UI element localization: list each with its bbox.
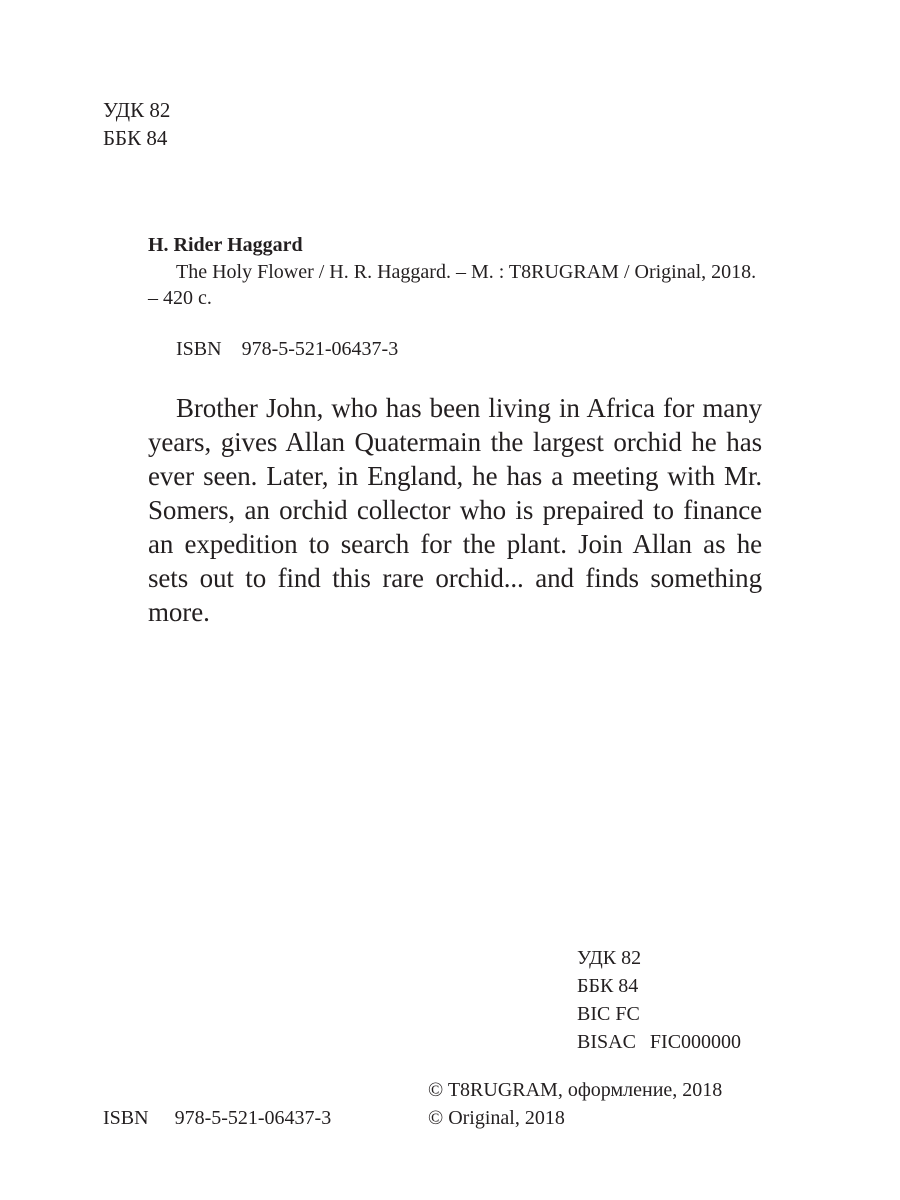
bisac-code: FIC000000	[649, 1031, 742, 1053]
bisac-line	[577, 1028, 741, 1056]
top-classification	[103, 96, 170, 152]
bottom-classification	[577, 944, 741, 1056]
book-annotation: Brother John, who has been living in Africa for many years, gives Allan Quatermain the largest orchid he has ever seen. Later, in England, he has a meeting with Mr. Somers, an orchid collector who is prepaired to finance an expedition to search for the plant. Join Allan as he sets out to find this rare orchid... and finds something more.	[148, 393, 762, 627]
isbn-bottom-line	[103, 1104, 331, 1132]
isbn-label: ISBN	[103, 1107, 149, 1129]
udk-code: УДК 82	[577, 947, 642, 969]
bibliographic-record: The Holy Flower / H. R. Haggard. – M. : T8RUGRAM / Original, 2018. – 420 c.	[148, 261, 757, 309]
bbk-code: ББК 84	[103, 126, 168, 150]
isbn-label: ISBN	[176, 338, 222, 360]
isbn-number: 978-5-521-06437-3	[174, 1107, 332, 1129]
isbn-line	[176, 336, 398, 362]
isbn-number: 978-5-521-06437-3	[241, 338, 399, 360]
bic-code: BIC FC	[577, 1003, 640, 1025]
author-name: H. Rider Haggard	[148, 234, 303, 256]
copyright-block	[428, 1076, 722, 1132]
copyright-line-1: © T8RUGRAM, оформление, 2018	[428, 1079, 723, 1101]
bisac-label: BISAC	[577, 1031, 636, 1053]
bbk-code: ББК 84	[577, 975, 639, 997]
copyright-line-2: © Original, 2018	[428, 1107, 565, 1129]
udk-code: УДК 82	[103, 98, 171, 122]
